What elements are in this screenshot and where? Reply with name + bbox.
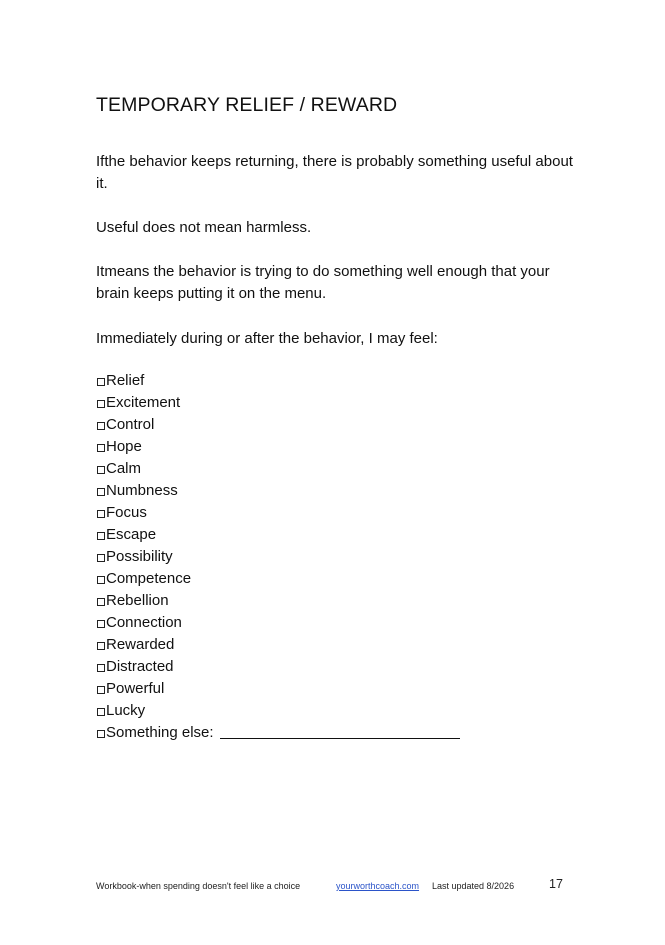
checkbox-icon[interactable] bbox=[97, 730, 105, 738]
checklist-label: Excitement bbox=[106, 394, 181, 411]
checklist-item-hope[interactable] bbox=[96, 436, 460, 458]
checklist-label: Control bbox=[106, 416, 155, 433]
checklist-item-excitement[interactable] bbox=[96, 392, 460, 414]
checklist-item-focus[interactable] bbox=[96, 502, 460, 524]
paragraph-intro: Ifthe behavior keeps returning, there is probably something useful about it. bbox=[96, 153, 573, 192]
checkbox-icon[interactable] bbox=[97, 598, 105, 606]
checklist-item-connection[interactable] bbox=[96, 612, 460, 634]
checklist-label: Connection bbox=[106, 614, 182, 631]
checkbox-icon[interactable] bbox=[97, 532, 105, 540]
checklist-item-relief[interactable] bbox=[96, 370, 460, 392]
checklist-item-calm[interactable] bbox=[96, 458, 460, 480]
checklist-item-rewarded[interactable] bbox=[96, 634, 460, 656]
page-number: 17 bbox=[549, 877, 563, 891]
checklist-item-possibility[interactable] bbox=[96, 546, 460, 568]
paragraph-meaning: Itmeans the behavior is trying to do something well enough that your brain keeps putting it on the menu. bbox=[96, 263, 550, 302]
checklist-label: Focus bbox=[106, 504, 147, 521]
checkbox-icon[interactable] bbox=[97, 554, 105, 562]
checkbox-icon[interactable] bbox=[97, 686, 105, 694]
page-footer bbox=[96, 876, 576, 896]
checkbox-icon[interactable] bbox=[97, 576, 105, 584]
checklist-item-competence[interactable] bbox=[96, 568, 460, 590]
paragraph-prompt: Immediately during or after the behavior, I may feel: bbox=[96, 330, 438, 347]
checklist-label: Competence bbox=[106, 570, 192, 587]
checkbox-icon[interactable] bbox=[97, 708, 105, 716]
checklist-item-control[interactable] bbox=[96, 414, 460, 436]
checklist-label: Rebellion bbox=[106, 592, 169, 609]
footer-last-updated: Last updated 8/2026 bbox=[432, 881, 515, 891]
checklist-item-rebellion[interactable] bbox=[96, 590, 460, 612]
checkbox-icon[interactable] bbox=[97, 444, 105, 452]
checklist-item-distracted[interactable] bbox=[96, 656, 460, 678]
checkbox-icon[interactable] bbox=[97, 422, 105, 430]
checkbox-icon[interactable] bbox=[97, 488, 105, 496]
checklist-item-powerful[interactable] bbox=[96, 678, 460, 700]
write-in-line[interactable] bbox=[220, 724, 460, 739]
checklist-label: Numbness bbox=[106, 482, 178, 499]
checklist-label: Distracted bbox=[106, 658, 174, 675]
checkbox-icon[interactable] bbox=[97, 378, 105, 386]
checkbox-icon[interactable] bbox=[97, 620, 105, 628]
checklist-label: Hope bbox=[106, 438, 142, 455]
checklist-label: Possibility bbox=[106, 548, 173, 565]
feelings-checklist bbox=[96, 370, 460, 744]
footer-website-link[interactable]: yourworthcoach.com bbox=[336, 881, 420, 891]
checkbox-icon[interactable] bbox=[97, 642, 105, 650]
checklist-label: Calm bbox=[106, 460, 142, 477]
checklist-item-escape[interactable] bbox=[96, 524, 460, 546]
checkbox-icon[interactable] bbox=[97, 466, 105, 474]
checklist-label: Something else: bbox=[106, 724, 214, 741]
checkbox-icon[interactable] bbox=[97, 510, 105, 518]
paragraph-useful: Useful does not mean harmless. bbox=[96, 219, 312, 236]
checklist-label: Relief bbox=[106, 372, 145, 389]
checkbox-icon[interactable] bbox=[97, 400, 105, 408]
checklist-item-lucky[interactable] bbox=[96, 700, 460, 722]
checklist-item-numbness[interactable] bbox=[96, 480, 460, 502]
page-title: TEMPORARY RELIEF / REWARD bbox=[96, 94, 398, 116]
checklist-label: Powerful bbox=[106, 680, 165, 697]
checklist-label: Escape bbox=[106, 526, 157, 543]
checklist-item-something-else[interactable] bbox=[96, 722, 460, 744]
checkbox-icon[interactable] bbox=[97, 664, 105, 672]
footer-workbook-title: Workbook-when spending doesn't feel like a choice bbox=[96, 881, 301, 891]
checklist-label: Lucky bbox=[106, 702, 146, 719]
checklist-label: Rewarded bbox=[106, 636, 175, 653]
